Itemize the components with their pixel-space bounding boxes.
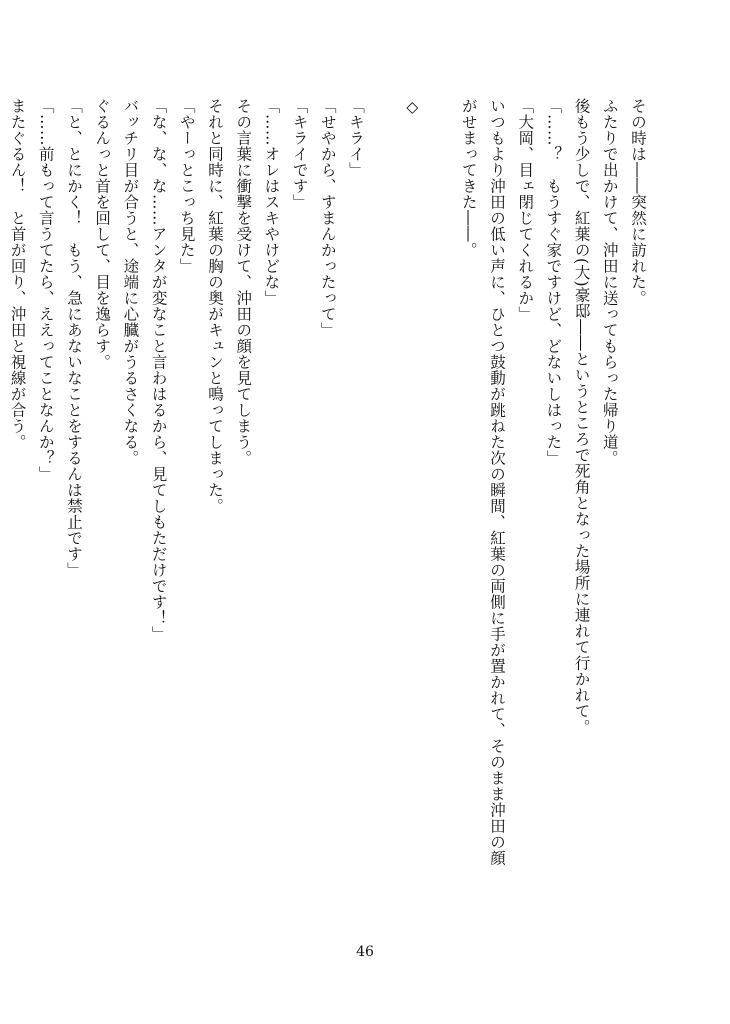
- text-line: 「……オレはスキやけどな」: [262, 98, 281, 306]
- text-line: ぐるんっと首を回して、目を逸らす。: [93, 98, 112, 370]
- body-text: [3, 98, 652, 888]
- page-number: 46: [356, 944, 374, 960]
- text-line: 「せやから、すまんかったって」: [318, 98, 337, 338]
- blank-line: [370, 98, 398, 888]
- text-line: いつもより沖田の低い声に、ひとつ鼓動が跳ねた次の瞬間、紅葉の両側に手が置かれて、そのまま沖田の顔: [487, 98, 506, 866]
- text-line: 「キライ」: [347, 98, 365, 178]
- text-line: それと同時に、紅葉の胸の奥がキュンと鳴ってしまった。: [205, 98, 224, 514]
- text-line: バッチリ目が合うと、途端に心臓がうるさくなる。: [121, 98, 140, 466]
- blank-line: [426, 98, 454, 888]
- text-line: 「やーっとこっち見た」: [177, 98, 196, 274]
- text-line: その言葉に衝撃を受けて、沖田の顔を見てしまう。: [234, 98, 253, 466]
- text-line: ふたりで出かけて、沖田に送ってもらった帰り道。: [600, 98, 619, 466]
- text-line: 「大岡、目ェ閉じてくれるか」: [516, 98, 535, 322]
- text-line: がせまってきた――。: [459, 98, 478, 258]
- text-line: その時は――突然に訪れた。: [629, 98, 647, 306]
- text-line: またぐるん！ と首が回り、沖田と視線が合う。: [8, 98, 27, 450]
- text-line: 「……？ もうすぐ家ですけど、どないしはった」: [544, 98, 563, 466]
- text-line: 「と、とにかく！ もう、急にあないなことをするんは禁止です」: [64, 98, 83, 578]
- section-break-diamond: ◇: [403, 98, 422, 117]
- text-line: 「な、な、な……アンタが変なこと言わはるから、見てしもただけです！」: [149, 98, 168, 642]
- text-line: 「……前もって言うてたら、ええってことなんか？」: [36, 98, 55, 482]
- text-line: 「キライです」: [290, 98, 309, 210]
- text-line: 後もう少しで、紅葉の(大)豪邸――というところで死角となった場所に連れて行かれて。: [572, 98, 591, 736]
